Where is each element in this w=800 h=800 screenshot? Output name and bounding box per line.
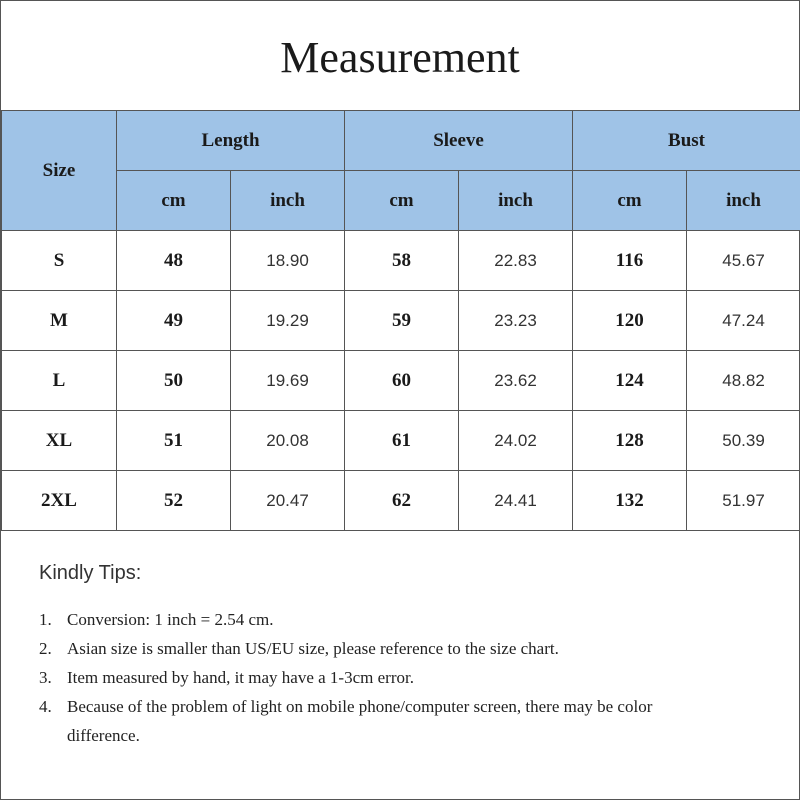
length-inch-cell: 19.29 — [231, 291, 345, 351]
tip-text: Item measured by hand, it may have a 1-3cm error. — [67, 668, 414, 687]
sleeve-cm-cell: 60 — [345, 351, 459, 411]
sleeve-cm-cell: 58 — [345, 231, 459, 291]
size-cell: 2XL — [2, 471, 117, 531]
size-cell: L — [2, 351, 117, 411]
unit-header-row — [2, 171, 800, 231]
sleeve-cm-cell: 61 — [345, 411, 459, 471]
list-item — [39, 605, 763, 634]
bust-cm-cell: 128 — [573, 411, 687, 471]
group-header-bust: Bust — [573, 111, 800, 171]
sleeve-inch-cell: 24.02 — [459, 411, 573, 471]
unit-header: inch — [231, 171, 345, 231]
unit-header: cm — [345, 171, 459, 231]
tip-text: Conversion: 1 inch = 2.54 cm. — [67, 610, 274, 629]
length-inch-cell: 20.08 — [231, 411, 345, 471]
length-cm-cell: 49 — [117, 291, 231, 351]
group-header-sleeve: Sleeve — [345, 111, 573, 171]
size-cell: XL — [2, 411, 117, 471]
bust-cm-cell: 124 — [573, 351, 687, 411]
list-item — [39, 634, 763, 663]
size-table — [1, 110, 800, 531]
sleeve-inch-cell: 23.62 — [459, 351, 573, 411]
unit-header: cm — [573, 171, 687, 231]
table-row — [2, 231, 800, 291]
length-cm-cell: 48 — [117, 231, 231, 291]
sleeve-cm-cell: 62 — [345, 471, 459, 531]
table-row — [2, 351, 800, 411]
sleeve-inch-cell: 23.23 — [459, 291, 573, 351]
size-cell: S — [2, 231, 117, 291]
length-inch-cell: 20.47 — [231, 471, 345, 531]
length-inch-cell: 18.90 — [231, 231, 345, 291]
bust-inch-cell: 48.82 — [687, 351, 800, 411]
tips-heading: Kindly Tips: — [39, 562, 142, 584]
tip-number: 2. — [39, 639, 52, 658]
size-header: Size — [2, 111, 117, 231]
tip-number: 1. — [39, 610, 52, 629]
length-inch-cell: 19.69 — [231, 351, 345, 411]
bust-cm-cell: 120 — [573, 291, 687, 351]
unit-header: inch — [687, 171, 800, 231]
group-header-length: Length — [117, 111, 345, 171]
group-header-row — [2, 111, 800, 171]
bust-cm-cell: 132 — [573, 471, 687, 531]
size-cell: M — [2, 291, 117, 351]
bust-inch-cell: 47.24 — [687, 291, 800, 351]
page-title: Measurement — [1, 1, 799, 111]
sleeve-cm-cell: 59 — [345, 291, 459, 351]
bust-inch-cell: 50.39 — [687, 411, 800, 471]
list-item — [39, 663, 763, 692]
tips-list — [39, 605, 763, 750]
tip-text: Asian size is smaller than US/EU size, please reference to the size chart. — [67, 639, 559, 658]
bust-cm-cell: 116 — [573, 231, 687, 291]
sleeve-inch-cell: 22.83 — [459, 231, 573, 291]
length-cm-cell: 52 — [117, 471, 231, 531]
table-row — [2, 471, 800, 531]
length-cm-cell: 51 — [117, 411, 231, 471]
sleeve-inch-cell: 24.41 — [459, 471, 573, 531]
tip-number: 3. — [39, 668, 52, 687]
list-item — [39, 692, 763, 750]
tip-number: 4. — [39, 697, 52, 716]
unit-header: cm — [117, 171, 231, 231]
table-row — [2, 411, 800, 471]
bust-inch-cell: 51.97 — [687, 471, 800, 531]
tip-text: Because of the problem of light on mobile phone/computer screen, there may be color difference. — [67, 697, 653, 745]
tips-section — [1, 532, 799, 799]
length-cm-cell: 50 — [117, 351, 231, 411]
bust-inch-cell: 45.67 — [687, 231, 800, 291]
unit-header: inch — [459, 171, 573, 231]
table-row — [2, 291, 800, 351]
